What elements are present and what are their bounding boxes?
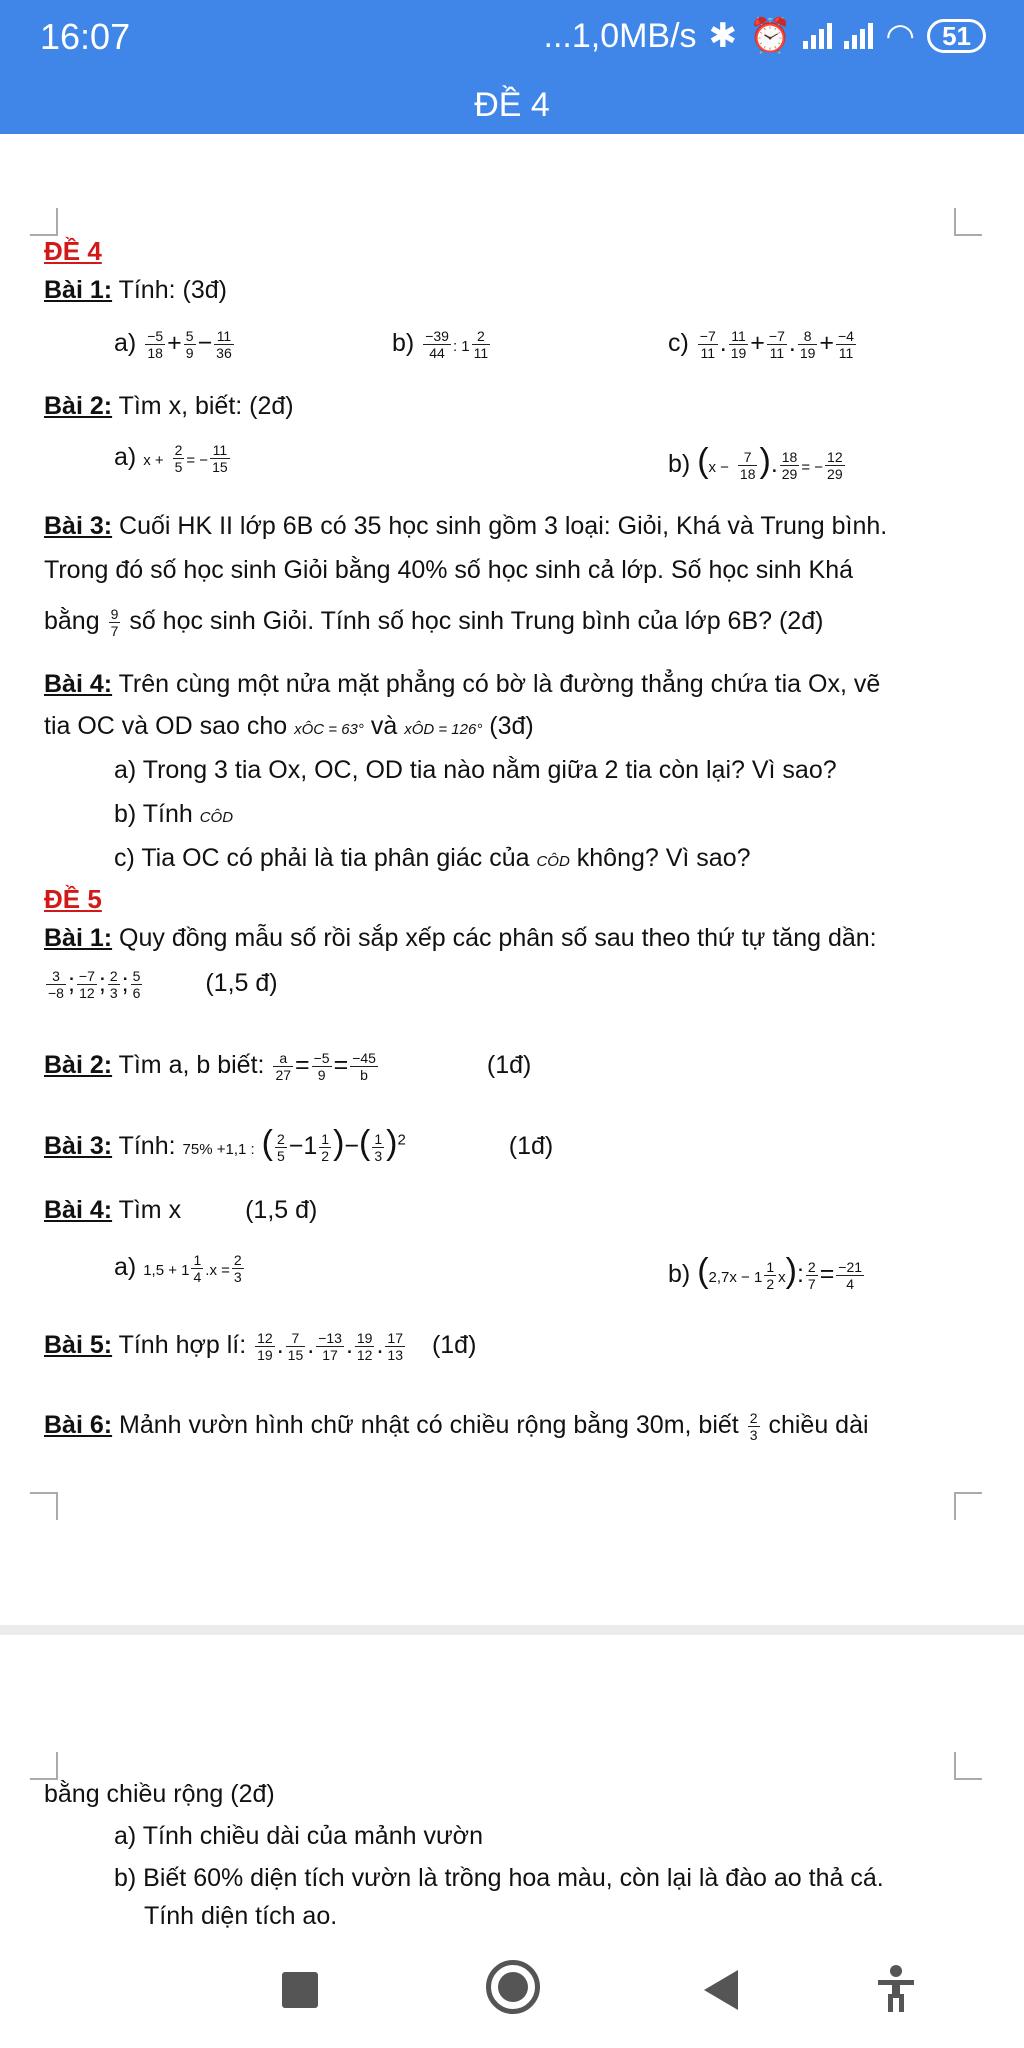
- de4-bai1: Bài 1: Tính: (3đ): [44, 276, 227, 304]
- de5-bai1: Bài 1: Quy đồng mẫu số rồi sắp xếp các phân số sau theo thứ tự tăng dần:: [44, 924, 877, 952]
- page-corner-mark: [30, 1752, 58, 1780]
- de5-bai4-a: a) 1,5 + 1 $\frac{1}{4}$ .x = $\frac{2}{3}$: [114, 1252, 242, 1286]
- de5-bai6-b2: Tính diện tích ao.: [144, 1902, 338, 1930]
- de5-bai3: Bài 3: Tính: 75% +1,1 : ( $\frac{2}{5}$ −1 $\frac{1}{2}$ )−( $\frac{1}{3}$ )$^2$ (1đ): [44, 1124, 554, 1164]
- de4-bai2: Bài 2: Tìm x, biết: (2đ): [44, 392, 294, 420]
- app-header: [0, 0, 1024, 134]
- home-icon[interactable]: [486, 1960, 540, 2014]
- de4-bai1-c: c) $\frac{-7}{11}$ . $\frac{11}{19}$ + $\frac{-7}{11}$ . $\frac{8}{19}$ + $\frac{-4}{11}$: [668, 328, 854, 362]
- de5-bai4: Bài 4: Tìm x (1,5 đ): [44, 1196, 318, 1224]
- de5-bai5: Bài 5: Tính hợp lí: $\frac{12}{19}$ . $\frac{7}{15}$ . $\frac{-13}{17}$ . $\frac{19}{12}$ . $\frac{17}{13}$ (1đ): [44, 1330, 477, 1364]
- de5-heading: ĐỀ 5: [44, 884, 102, 914]
- de4-bai2-a: a) x + $\frac{2}{5}$ = − $\frac{11}{15}$: [114, 442, 228, 476]
- accessibility-icon[interactable]: [876, 1964, 916, 2014]
- signal-icon: [803, 23, 832, 49]
- page-separator: [0, 1625, 1024, 1635]
- page-corner-mark: [954, 208, 982, 236]
- de5-bai6-a: a) Tính chiều dài của mảnh vườn: [114, 1822, 483, 1850]
- page-corner-mark: [954, 1492, 982, 1520]
- network-speed: ...1,0MB/s: [543, 16, 697, 55]
- wifi-icon: ◠: [885, 17, 916, 55]
- page-corner-mark: [30, 208, 58, 236]
- de5-bai1-fractions: $\frac{3}{-8}$ ; $\frac{-7}{12}$ ; $\frac{2}{3}$ ; $\frac{5}{6}$ (1,5 đ): [48, 968, 278, 1002]
- de5-bai4-b: b) (2,7x − 1 $\frac{1}{2}$ x): $\frac{2}{7}$ = $\frac{-21}{4}$: [668, 1252, 863, 1292]
- de4-bai3-line2: Trong đó số học sinh Giỏi bằng 40% số học sinh cả lớp. Số học sinh Khá: [44, 556, 854, 584]
- de4-bai4-line1: Bài 4: Trên cùng một nửa mặt phẳng có bờ là đường thẳng chứa tia Ox, vẽ: [44, 670, 881, 698]
- page-corner-mark: [30, 1492, 58, 1520]
- bluetooth-icon: ✱: [708, 17, 738, 55]
- battery-icon: 51: [927, 19, 986, 53]
- de4-bai1-a: a) $\frac{-5}{18}$ + $\frac{5}{9}$ − $\frac{11}{36}$: [114, 328, 232, 362]
- de5-bai2: Bài 2: Tìm a, b biết: $\frac{a}{27}$ = $\frac{-5}{9}$ = $\frac{-45}{b}$ (1đ): [44, 1050, 532, 1084]
- de4-bai4-a: a) Trong 3 tia Ox, OC, OD tia nào nằm giữa 2 tia còn lại? Vì sao?: [114, 756, 837, 784]
- de4-bai3-line1: Bài 3: Cuối HK II lớp 6B có 35 học sinh gồm 3 loại: Giỏi, Khá và Trung bình.: [44, 512, 888, 540]
- de5-bai6-cont: bằng chiều rộng (2đ): [44, 1780, 275, 1808]
- navigation-bar: [0, 1930, 1024, 2048]
- de4-heading: ĐỀ 4: [44, 236, 102, 266]
- alarm-icon: ⏰: [749, 17, 792, 55]
- de4-bai1-b: b) $\frac{-39}{44}$ : 1 $\frac{2}{11}$: [392, 328, 489, 362]
- de4-bai4-line2: tia OC và OD sao cho xÔC = 63° và xÔD = 126° (3đ): [44, 712, 534, 740]
- recent-apps-icon[interactable]: [282, 1972, 318, 2008]
- status-time: 16:07: [40, 16, 131, 57]
- page-corner-mark: [954, 1752, 982, 1780]
- page-title: ĐỀ 4: [474, 86, 550, 124]
- de4-bai3-line3: bằng $\frac{9}{7}$ số học sinh Giỏi. Tính số học sinh Trung bình của lớp 6B? (2đ): [44, 606, 824, 640]
- back-icon[interactable]: [700, 1968, 740, 2012]
- de5-bai6-b: b) Biết 60% diện tích vườn là trồng hoa màu, còn lại là đào ao thả cá.: [114, 1864, 884, 1892]
- signal-2-icon: [844, 23, 873, 49]
- status-icons: [544, 16, 987, 56]
- de4-bai4-b: b) Tính CÔD: [114, 800, 234, 828]
- de4-bai2-b: b) (x − $\frac{7}{18}$ ). $\frac{18}{29}$ = − $\frac{12}{29}$: [668, 442, 843, 482]
- de5-bai6-line1: Bài 6: Mảnh vườn hình chữ nhật có chiều rộng bằng 30m, biết $\frac{2}{3}$ chiều dài: [44, 1410, 869, 1444]
- de4-bai4-c: c) Tia OC có phải là tia phân giác của CÔD không? Vì sao?: [114, 844, 751, 872]
